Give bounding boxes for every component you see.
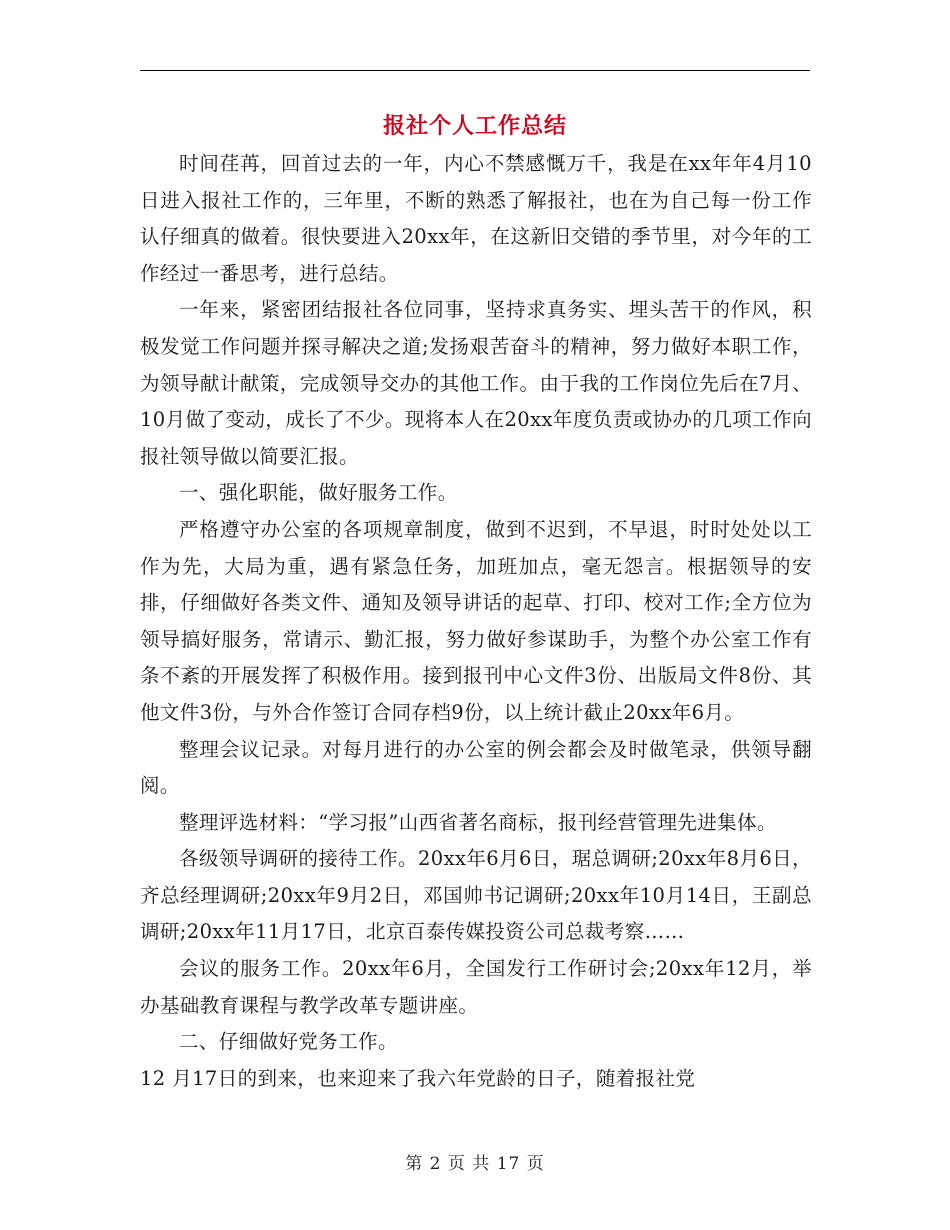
- header-rule: [140, 70, 810, 71]
- paragraph-meeting-records: 整理会议记录。对每月进行的办公室的例会都会及时做笔录，供领导翻阅。: [140, 737, 812, 798]
- paragraph-overview: 一年来，紧密团结报社各位同事，坚持求真务实、埋头苦干的作风，积极发觉工作问题并探寻解决之道;发扬艰苦奋斗的精神，努力做好本职工作，为领导献计献策，完成领导交办的其他工作。由于我的工作岗位先后在7月、10月做了变动，成长了不少。现将本人在20xx年度负责或协办的几项工作向报社领导做以简要汇报。: [140, 298, 812, 468]
- paragraph-office-rules: 严格遵守办公室的各项规章制度，做到不迟到，不早退，时时处处以工作为先，大局为重，遇有紧急任务，加班加点，毫无怨言。根据领导的安排，仔细做好各类文件、通知及领导讲话的起草、打印、校对工作;全方位为领导搞好服务，常请示、勤汇报，努力做好参谋助手，为整个办公室工作有条不紊的开展发挥了积极作用。接到报刊中心文件3份、出版局文件8份、其他文件3份，与外合作签订合同存档9份，以上统计截止20xx年6月。: [140, 517, 812, 724]
- document-title: 报社个人工作总结: [382, 113, 567, 139]
- section-heading-service: 一、强化职能，做好服务工作。: [179, 481, 458, 505]
- paragraph-meeting-service: 会议的服务工作。20xx年6月，全国发行工作研讨会;20xx年12月，举办基础教育课程与教学改革专题讲座。: [140, 957, 812, 1017]
- page-number-footer: 第 2 页 共 17 页: [405, 1154, 545, 1174]
- paragraph-leader-visits: 各级领导调研的接待工作。20xx年6月6日，琚总调研;20xx年8月6日，齐总经理调研;20xx年9月2日，邓国帅书记调研;20xx年10月14日，王副总调研;20xx年11月17日，北京百泰传媒投资公司总裁考察……: [140, 847, 812, 944]
- paragraph-intro: 时间荏苒，回首过去的一年，内心不禁感慨万千，我是在xx年年4月10日进入报社工作的，三年里，不断的熟悉了解报社，也在为自己每一份工作认仔细真的做着。很快要进入20xx年，在这新旧交错的季节里，对今年的工作经过一番思考，进行总结。: [140, 152, 812, 285]
- section-heading-party-work: 二、仔细做好党务工作。: [179, 1030, 398, 1054]
- paragraph-party-anniversary: 12 月17日的到来，也来迎来了我六年党龄的日子，随着报社党: [140, 1066, 696, 1090]
- document-body: [140, 146, 812, 1097]
- paragraph-award-materials: 整理评选材料：“学习报”山西省著名商标，报刊经营管理先进集体。: [179, 810, 777, 834]
